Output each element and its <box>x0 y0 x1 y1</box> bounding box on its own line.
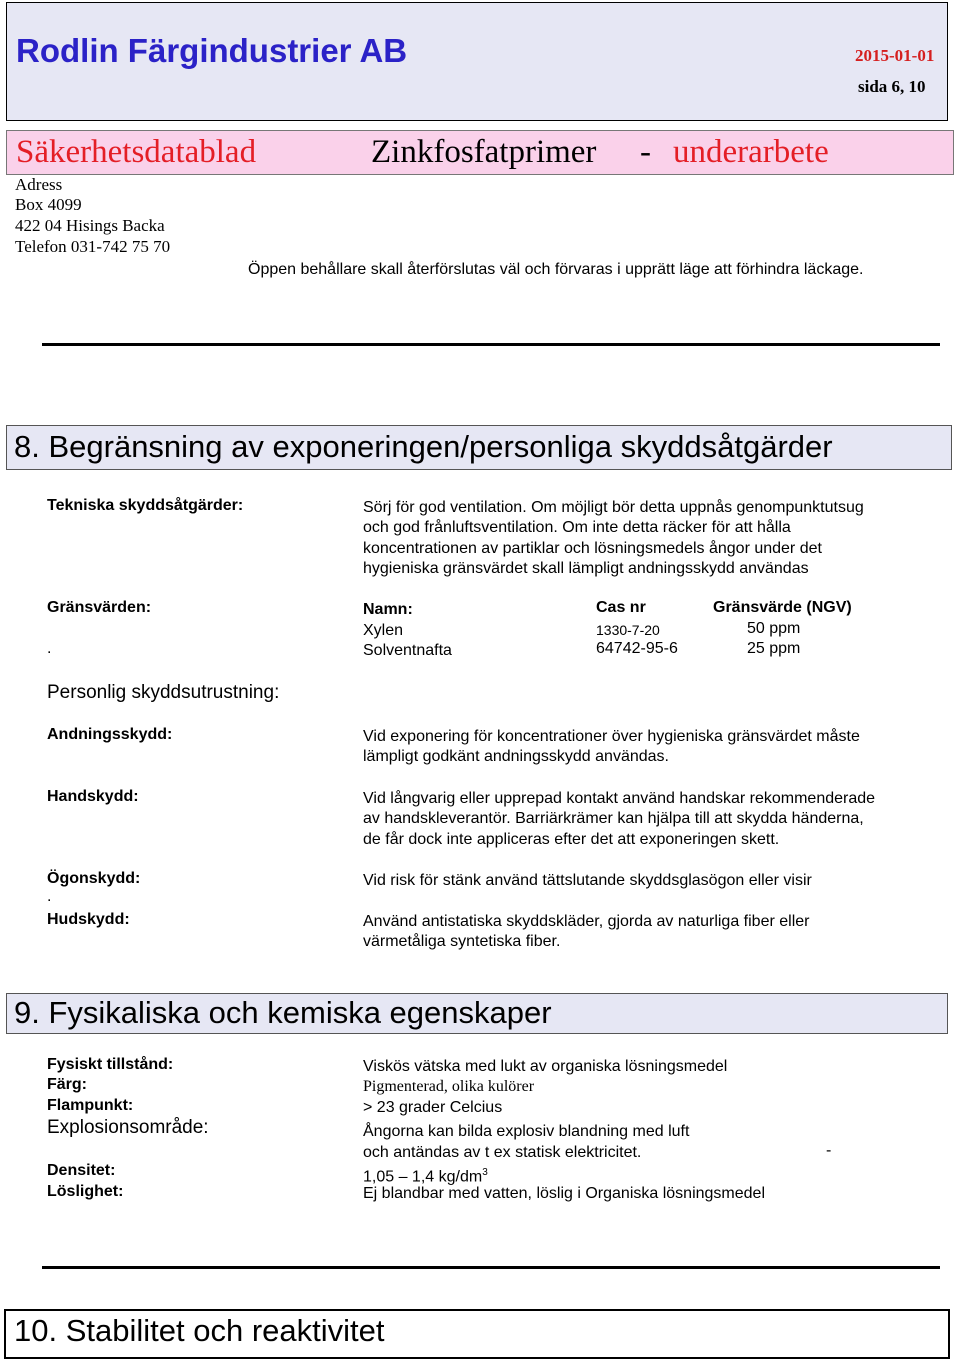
density-label: Densitet: <box>47 1162 116 1179</box>
page-number: sida 6, 10 <box>858 77 926 96</box>
technical-measures-line-3: koncentrationen av partiklar och lösningsmedels ångor under det <box>363 540 822 557</box>
hand-line-2: av handskleverantör. Barriärkrämer kan hjälpa till att skydda händerna, <box>363 810 864 827</box>
density-exponent: 3 <box>482 1167 488 1178</box>
hand-label: Handskydd: <box>47 788 139 805</box>
product-subtitle: underarbete <box>673 134 829 170</box>
divider <box>42 1266 940 1269</box>
section-8-title: 8. Begränsning av exponeringen/personliga skyddsåtgärder <box>14 429 833 464</box>
technical-measures-line-1: Sörj för god ventilation. Om möjligt bör detta uppnås genompunktutsug <box>363 499 864 516</box>
product-separator: - <box>640 134 651 170</box>
explosion-line-1: Ångorna kan bilda explosiv blandning med luft <box>363 1123 690 1140</box>
limit-row-name: Solventnafta <box>363 642 452 659</box>
respiratory-line-2: lämpligt godkänt andningsskydd användas. <box>363 748 669 765</box>
address-city: 422 04 Hisings Backa <box>15 216 165 235</box>
physical-state-label: Fysiskt tillstånd: <box>47 1056 174 1073</box>
address-phone: Telefon 031-742 75 70 <box>15 237 171 256</box>
flash-point-label: Flampunkt: <box>47 1097 134 1114</box>
limits-col-limit: Gränsvärde (NGV) <box>713 599 852 616</box>
section-9-title: 9. Fysikaliska och kemiska egenskaper <box>14 995 552 1030</box>
document-type-title: Säkerhetsdatablad <box>16 134 257 170</box>
solubility-value: Ej blandbar med vatten, löslig i Organiska lösningsmedel <box>363 1185 765 1202</box>
limits-dot: . <box>47 640 52 657</box>
limit-row-cas: 64742-95-6 <box>596 640 678 657</box>
address-label: Adress <box>15 175 63 194</box>
technical-measures-label: Tekniska skyddsåtgärder: <box>47 497 244 514</box>
hand-line-3: de får dock inte appliceras efter det att exponeringen skett. <box>363 831 780 848</box>
section-10-title: 10. Stabilitet och reaktivitet <box>14 1313 385 1348</box>
product-name: Zinkfosfatprimer <box>371 134 597 170</box>
eye-dot: . <box>47 888 52 905</box>
explosion-label: Explosionsområde: <box>47 1117 209 1138</box>
explosion-line-2: och antändas av t ex statisk elektricitet. <box>363 1144 642 1161</box>
physical-state-value: Viskös vätska med lukt av organiska lösningsmedel <box>363 1058 728 1075</box>
limit-row-value: 25 ppm <box>747 640 801 657</box>
flash-point-value: > 23 grader Celcius <box>363 1099 503 1116</box>
skin-line-2: värmetåliga syntetiska fiber. <box>363 933 561 950</box>
color-value: Pigmenterad, olika kulörer <box>363 1078 535 1095</box>
limits-col-cas: Cas nr <box>596 599 646 616</box>
color-label: Färg: <box>47 1076 87 1093</box>
address-box: Box 4099 <box>15 195 82 214</box>
company-name: Rodlin Färgindustrier AB <box>16 32 408 69</box>
explosion-dash: - <box>826 1142 832 1159</box>
limit-row-name: Xylen <box>363 622 404 639</box>
limit-row-value: 50 ppm <box>747 620 801 637</box>
technical-measures-line-4: hygieniska gränsvärdet skall lämpligt andningsskydd användas <box>363 560 809 577</box>
eye-line-1: Vid risk för stänk använd tättslutande skyddsglasögon eller visir <box>363 872 812 889</box>
skin-label: Hudskydd: <box>47 911 130 928</box>
limit-row-cas: 1330-7-20 <box>596 622 660 638</box>
limits-label: Gränsvärden: <box>47 599 152 616</box>
respiratory-label: Andningsskydd: <box>47 726 173 743</box>
respiratory-line-1: Vid exponering för koncentrationer över hygieniska gränsvärdet måste <box>363 728 860 745</box>
hand-line-1: Vid långvarig eller upprepad kontakt använd handskar rekommenderade <box>363 790 876 807</box>
ppe-heading: Personlig skyddsutrustning: <box>47 682 280 703</box>
document-date: 2015-01-01 <box>855 46 935 65</box>
storage-note: Öppen behållare skall återförslutas väl och förvaras i upprätt läge att förhindra läckage. <box>248 261 864 278</box>
technical-measures-line-2: och god frånluftsventilation. Om inte detta räcker för att hålla <box>363 519 791 536</box>
skin-line-1: Använd antistatiska skyddskläder, gjorda av naturliga fiber eller <box>363 913 810 930</box>
limits-col-name: Namn: <box>363 601 413 618</box>
solubility-label: Löslighet: <box>47 1183 124 1200</box>
density-number: 1,05 – 1,4 kg/dm <box>363 1168 483 1186</box>
eye-label: Ögonskydd: <box>47 870 141 887</box>
divider <box>42 343 940 346</box>
